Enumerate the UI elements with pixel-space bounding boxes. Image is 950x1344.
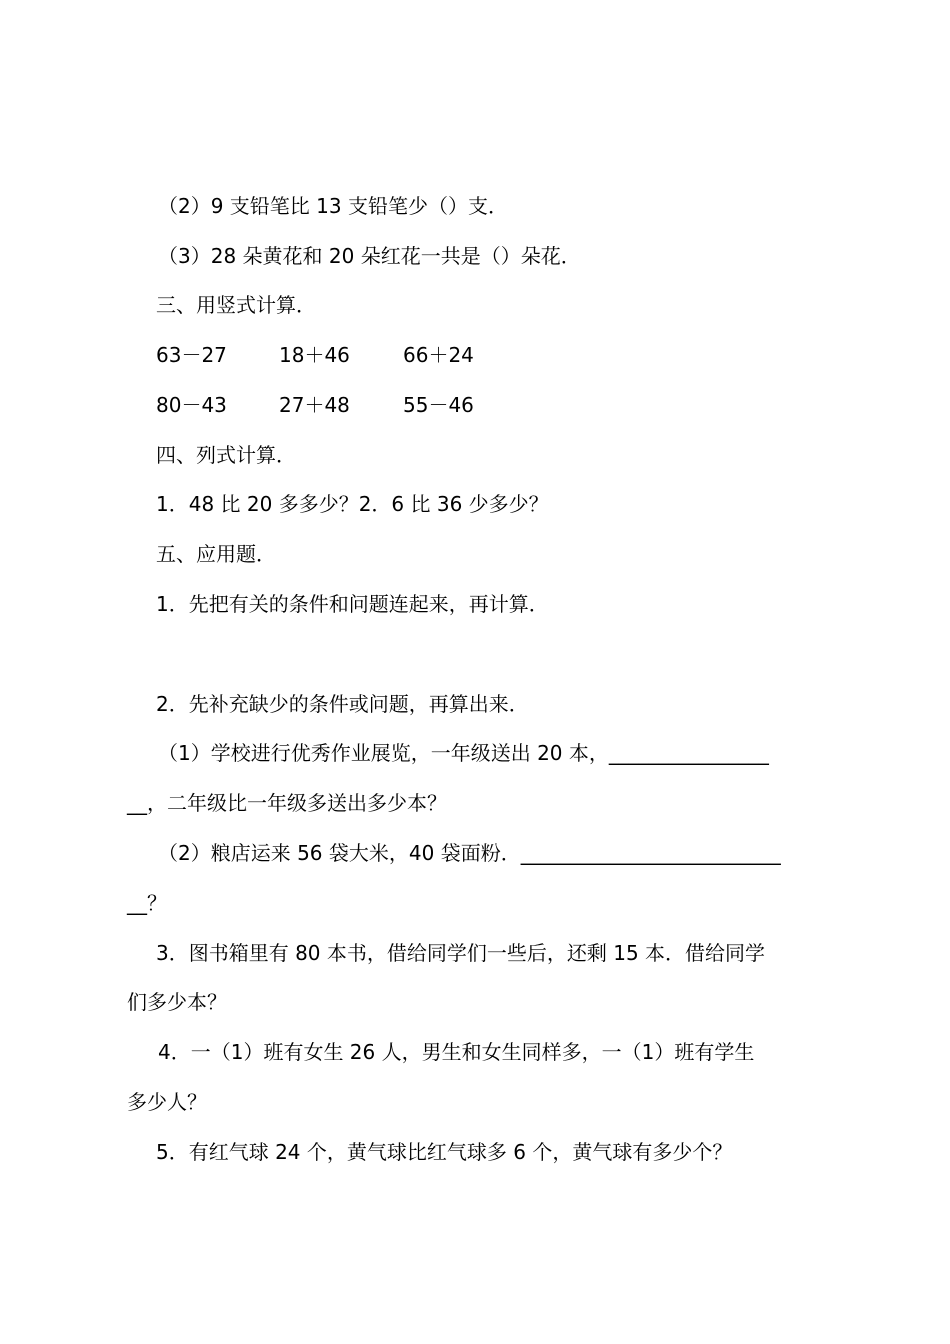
question-5-2: 2．先补充缺少的条件或问题，再算出来． [156, 692, 529, 716]
calc-item: 66＋24 [403, 343, 474, 367]
question-5-4-line2: 多少人？ [127, 1090, 207, 1114]
section-3-heading: 三、用竖式计算． [156, 293, 316, 317]
calc-row-1 [156, 342, 556, 368]
calc-item: 55－46 [403, 393, 474, 417]
section-4-heading: 四、列式计算． [156, 443, 296, 467]
calc-item: 63－27 [156, 343, 227, 367]
question-5-3-line2: 们多少本？ [127, 990, 227, 1014]
question-2-3: （3）28 朵黄花和 20 朵红花一共是（）朵花． [158, 244, 581, 268]
calc-item: 18＋46 [279, 343, 350, 367]
question-5-2-2-line1: （2）粮店运来 56 袋大米，40 袋面粉．__________________________ [158, 841, 781, 865]
question-5-2-1-line2: __，二年级比一年级多送出多少本？ [127, 791, 447, 815]
calc-item: 27＋48 [279, 393, 350, 417]
question-5-5: 5．有红气球 24 个，黄气球比红气球多 6 个，黄气球有多少个？ [156, 1140, 733, 1164]
question-5-4-line1: 4．一（1）班有女生 26 人，男生和女生同样多，一（1）班有学生 [158, 1040, 755, 1064]
question-5-3-line1: 3．图书箱里有 80 本书，借给同学们一些后，还剩 15 本．借给同学 [156, 941, 766, 965]
question-5-2-2-line2: __？ [127, 891, 167, 915]
section-4-questions: 1．48 比 20 多多少？2．6 比 36 少多少？ [156, 492, 549, 516]
calc-item: 80－43 [156, 393, 227, 417]
question-2-2: （2）9 支铅笔比 13 支铅笔少（）支． [158, 194, 508, 218]
calc-row-2 [156, 392, 556, 418]
question-5-1: 1．先把有关的条件和问题连起来，再计算． [156, 592, 549, 616]
question-5-2-1-line1: （1）学校进行优秀作业展览，一年级送出 20 本，________________ [158, 741, 769, 765]
section-5-heading: 五、应用题． [156, 542, 276, 566]
